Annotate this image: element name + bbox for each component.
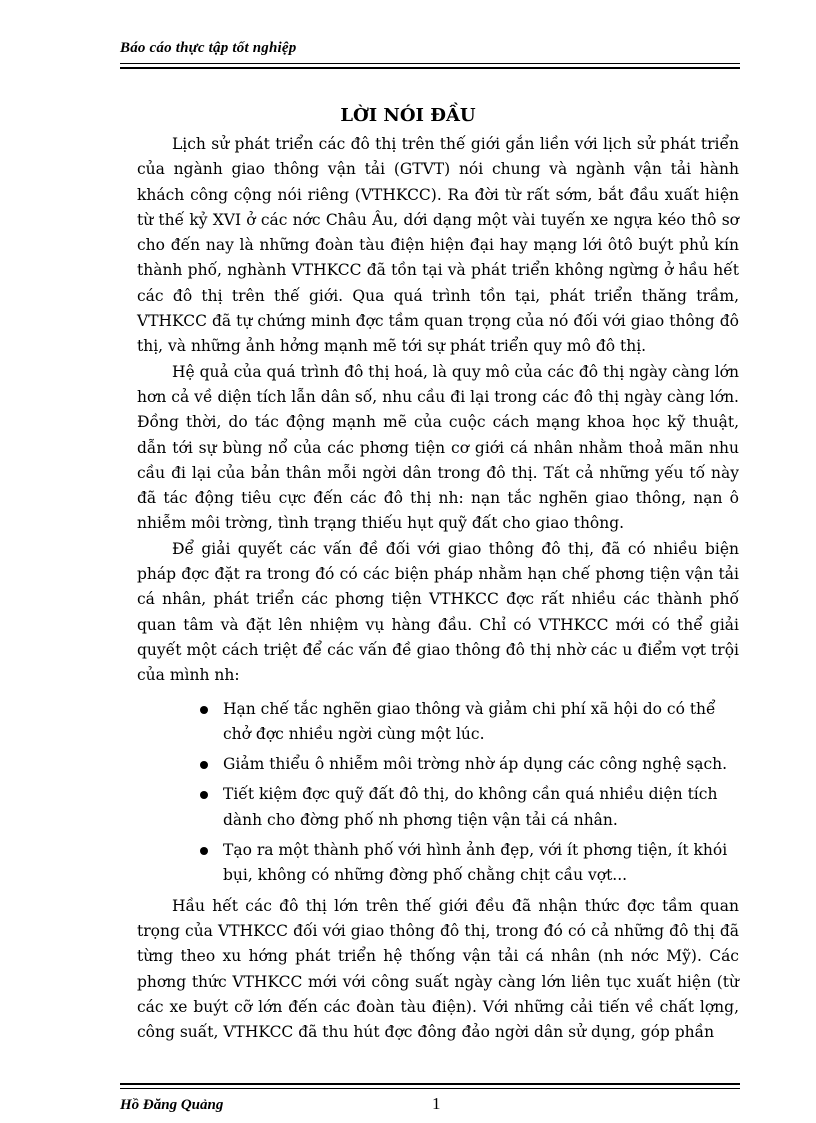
- paragraph-4: Hầu hết các đô thị lớn trên thế giới đều đã nhận thức đợc tầm quan trọng của VTHKCC đối với giao thông đô thị, trong đó có cả những đô thị đã từng theo xu hớng phát triển hệ thống vận tải cá nhân (nh nớc Mỹ). Các phơng thức VTHKCC mới với công suất ngày càng lớn liên tục xuất hiện (từ các xe buýt cỡ lớn đến các đoàn tàu điện). Với những cải tiến về chất lợng, công suất, VTHKCC đã thu hút đợc đông đảo ngời dân sử dụng, góp phần: [137, 896, 739, 1042]
- bullet-icon: [200, 847, 208, 855]
- bullet-icon: [200, 761, 208, 769]
- list-item-text: Tạo ra một thành phố với hình ảnh đẹp, với ít phơng tiện, ít khói bụi, không có những đờng phố chằng chịt cầu vợt...: [223, 841, 728, 885]
- bullet-icon: [200, 706, 208, 714]
- document-body: [137, 132, 739, 1045]
- paragraph-1: Lịch sử phát triển các đô thị trên thế giới gắn liền với lịch sử phát triển của ngành giao thông vận tải (GTVT) nói chung và ngành vận tải hành khách công cộng nói riêng (VTHKCC). Ra đời từ rất sớm, bắt đầu xuất hiện từ thế kỷ XVI ở các nớc Châu Âu, dới dạng một vài tuyến xe ngựa kéo thô sơ cho đến nay là những đoàn tàu điện hiện đại hay mạng lới ôtô buýt phủ kín thành phố, nghành VTHKCC đã tồn tại và phát triển không ngừng ở hầu hết các đô thị trên thế giới. Qua quá trình tồn tại, phát triển thăng trầm, VTHKCC đã tự chứng minh đợc tầm quan trọng của nó đối với giao thông đô thị, và những ảnh hởng mạnh mẽ tới sự phát triển quy mô đô thị.: [137, 135, 739, 356]
- footer-rule-thick: [120, 1083, 740, 1085]
- page-title: LỜI NÓI ĐẦU: [340, 105, 476, 126]
- running-header: Báo cáo thực tập tốt nghiệp: [120, 40, 297, 56]
- list-item: [137, 838, 739, 889]
- header-rule-thick: [120, 67, 740, 69]
- bullet-icon: [200, 791, 208, 799]
- paragraph-3: Để giải quyết các vấn đề đối với giao thông đô thị, đã có nhiều biện pháp đợc đặt ra trong đó có các biện pháp nhằm hạn chế phơng tiện vận tải cá nhân, phát triển các phơng tiện VTHKCC đợc rất nhiều các thành phố quan tâm và đặt lên nhiệm vụ hàng đầu. Chỉ có VTHKCC mới có thể giải quyết một cách triệt để các vấn đề giao thông đô thị nhờ các u điểm vợt trội của mình nh:: [137, 539, 739, 685]
- list-item-text: Hạn chế tắc nghẽn giao thông và giảm chi phí xã hội do có thể chở đợc nhiều ngời cùng một lúc.: [223, 699, 716, 743]
- header-rule-thin: [120, 63, 740, 64]
- list-item: [137, 752, 739, 777]
- list-item: [137, 697, 739, 748]
- footer-rule-thin: [120, 1088, 740, 1089]
- footer-author: Hồ Đăng Quảng: [120, 1097, 224, 1113]
- page-number: 1: [432, 1094, 441, 1113]
- bullet-list: [137, 697, 739, 889]
- list-item: [137, 782, 739, 833]
- paragraph-2: Hệ quả của quá trình đô thị hoá, là quy mô của các đô thị ngày càng lớn hơn cả về diện tích lẫn dân số, nhu cầu đi lại trong các đô thị ngày càng lớn. Đồng thời, do tác động mạnh mẽ của cuộc cách mạng khoa học kỹ thuật, dẫn tới sự bùng nổ của các phơng tiện cơ giới cá nhân nhằm thoả mãn nhu cầu đi lại của bản thân mỗi ngời dân trong đô thị. Tất cả những yếu tố này đã tác động tiêu cực đến các đô thị nh: nạn tắc nghẽn giao thông, nạn ô nhiễm môi trờng, tình trạng thiếu hụt quỹ đất cho giao thông.: [137, 362, 739, 533]
- list-item-text: Tiết kiệm đợc quỹ đất đô thị, do không cần quá nhiều diện tích dành cho đờng phố nh phơng tiện vận tải cá nhân.: [223, 785, 718, 829]
- list-item-text: Giảm thiểu ô nhiễm môi trờng nhờ áp dụng các công nghệ sạch.: [223, 755, 728, 774]
